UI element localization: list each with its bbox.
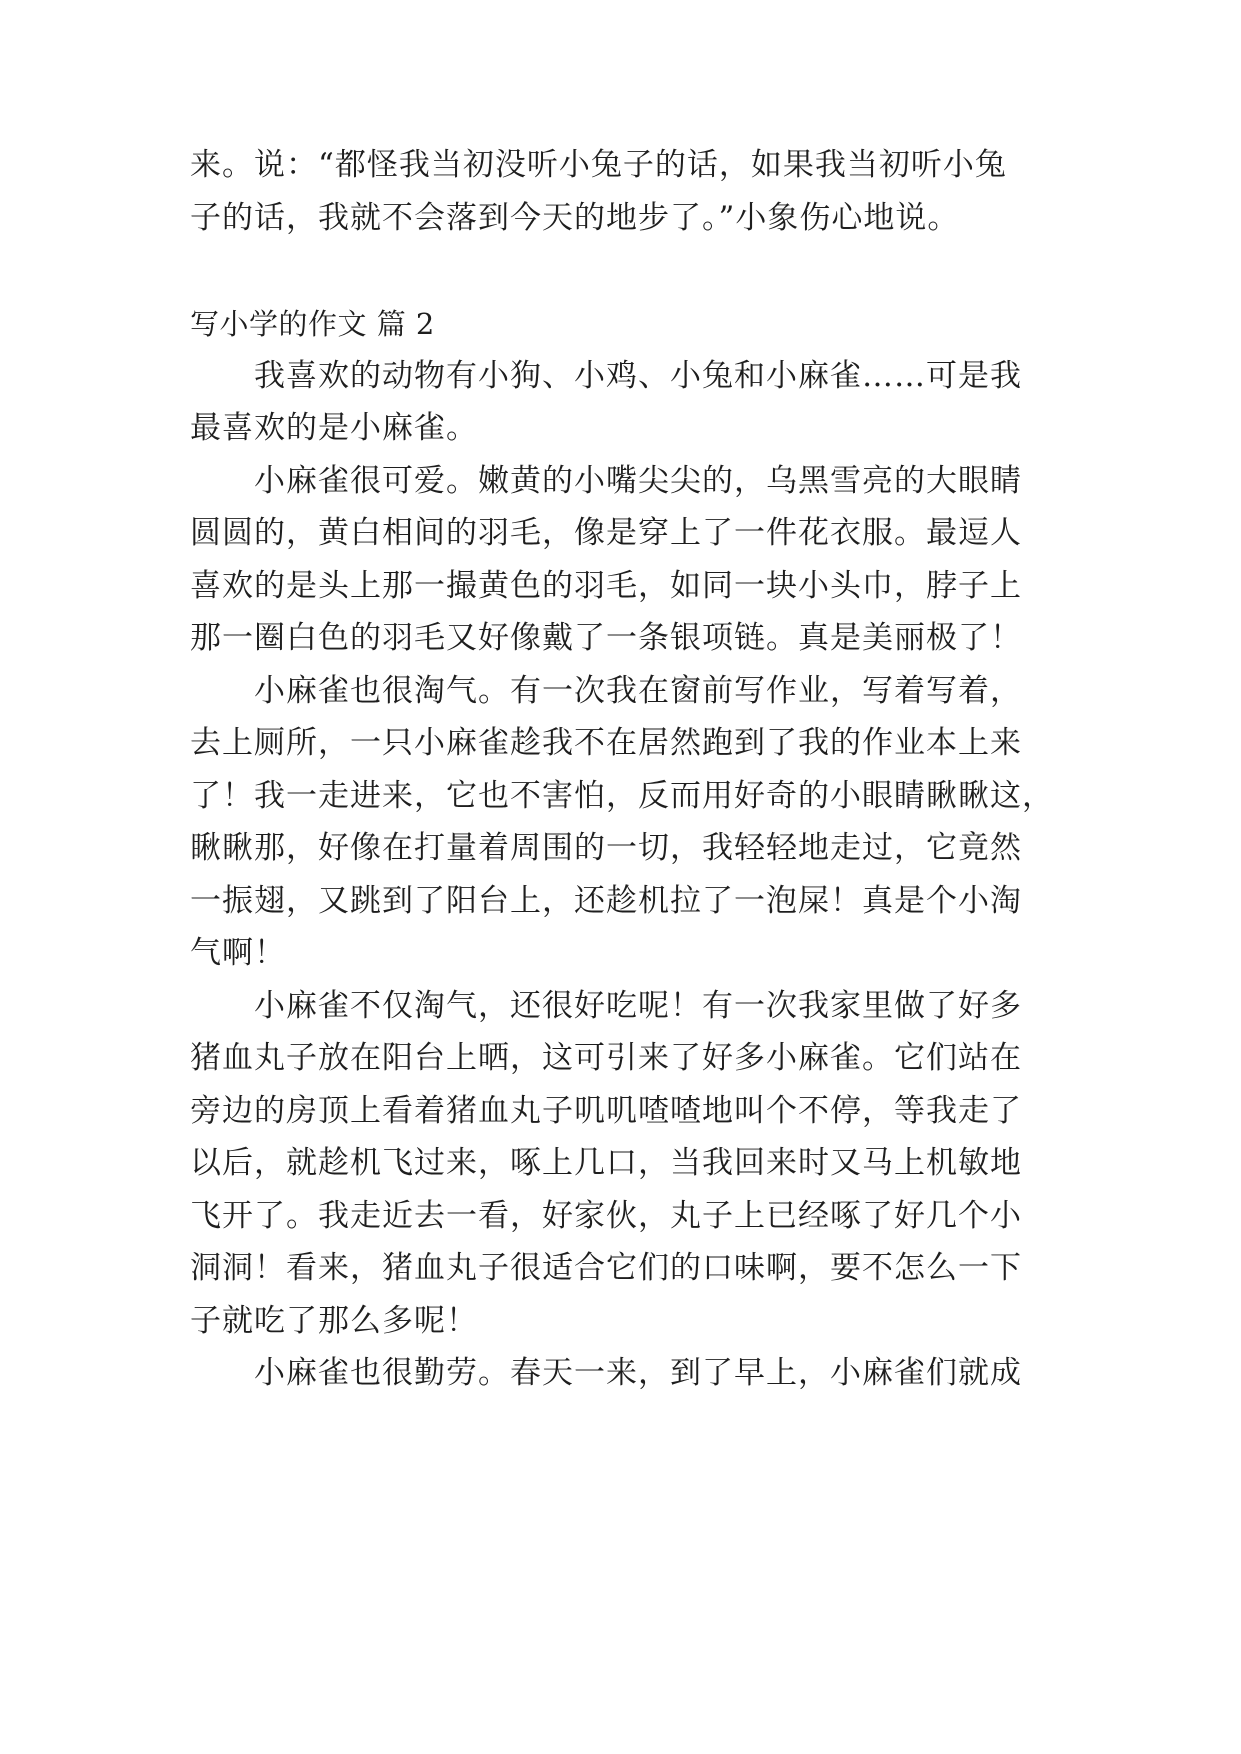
- paragraph-line: 以后，就趁机飞过来，啄上几口，当我回来时又马上机敏地: [190, 1145, 1022, 1181]
- paragraph-line: 最喜欢的是小麻雀。: [190, 410, 478, 446]
- paragraph-line: 小麻雀也很勤劳。春天一来，到了早上，小麻雀们就成: [254, 1355, 1022, 1391]
- paragraph-line: 飞开了。我走近去一看，好家伙，丸子上已经啄了好几个小: [190, 1198, 1022, 1234]
- paragraph-line: 猪血丸子放在阳台上晒，这可引来了好多小麻雀。它们站在: [190, 1040, 1022, 1076]
- section-heading: 写小学的作文 篇 2: [190, 307, 435, 341]
- paragraph-line: 小麻雀很可爱。嫩黄的小嘴尖尖的，乌黑雪亮的大眼睛: [254, 463, 1022, 499]
- paragraph-line: 去上厕所，一只小麻雀趁我不在居然跑到了我的作业本上来: [190, 725, 1022, 761]
- paragraph-line: 一振翅，又跳到了阳台上，还趁机拉了一泡屎！真是个小淘: [190, 883, 1022, 919]
- paragraph-line: 我喜欢的动物有小狗、小鸡、小兔和小麻雀……可是我: [254, 358, 1022, 394]
- paragraph-line: 那一圈白色的羽毛又好像戴了一条银项链。真是美丽极了！: [190, 620, 1022, 656]
- paragraph-line: 喜欢的是头上那一撮黄色的羽毛，如同一块小头巾，脖子上: [190, 568, 1022, 604]
- paragraph-line: 圆圆的，黄白相间的羽毛，像是穿上了一件花衣服。最逗人: [190, 515, 1022, 551]
- paragraph-line: 来。说：“都怪我当初没听小兔子的话，如果我当初听小兔: [190, 147, 1007, 183]
- paragraph-line: 小麻雀不仅淘气，还很好吃呢！有一次我家里做了好多: [254, 988, 1022, 1024]
- paragraph-line: 了！我一走进来，它也不害怕，反而用好奇的小眼睛瞅瞅这，: [190, 778, 1054, 814]
- paragraph-line: 瞅瞅那，好像在打量着周围的一切，我轻轻地走过，它竟然: [190, 830, 1022, 866]
- paragraph-line: 洞洞！看来，猪血丸子很适合它们的口味啊，要不怎么一下: [190, 1250, 1022, 1286]
- paragraph-line: 旁边的房顶上看着猪血丸子叽叽喳喳地叫个不停，等我走了: [190, 1093, 1022, 1129]
- paragraph-line: 气啊！: [190, 935, 286, 971]
- paragraph-line: 子的话，我就不会落到今天的地步了。”小象伤心地说。: [190, 200, 960, 236]
- paragraph-line: 小麻雀也很淘气。有一次我在窗前写作业，写着写着，: [254, 673, 1022, 709]
- paragraph-line: 子就吃了那么多呢！: [190, 1303, 478, 1339]
